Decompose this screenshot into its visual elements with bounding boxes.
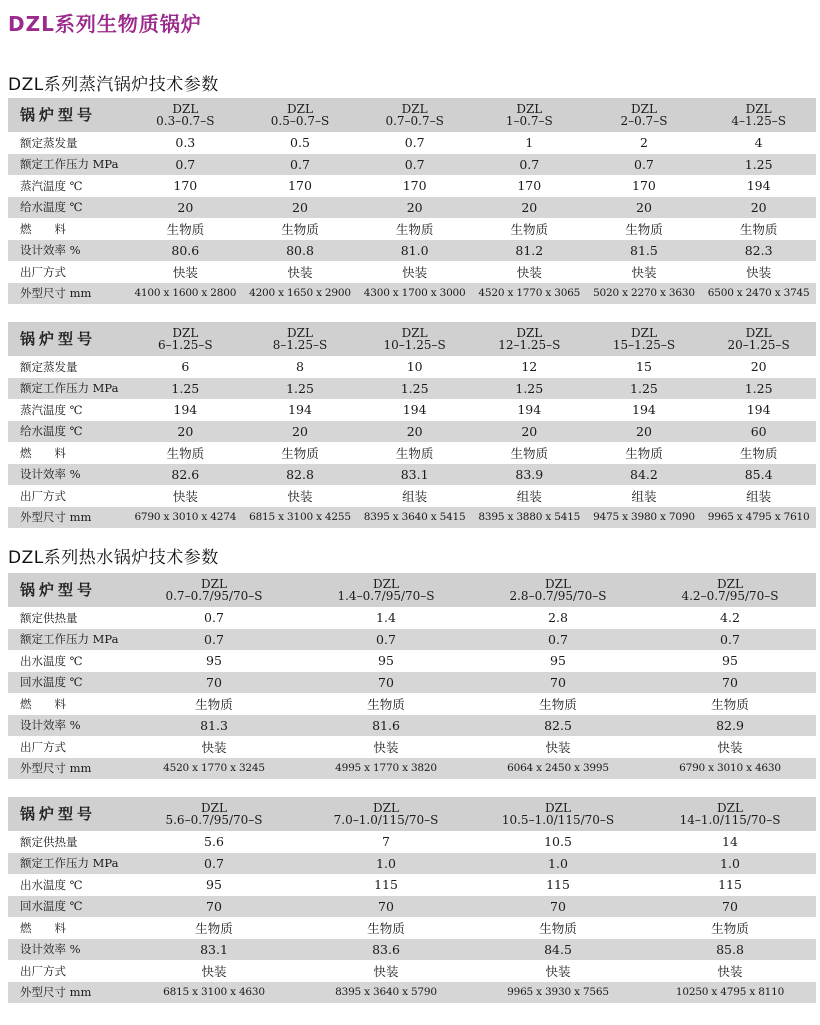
model-spec: 4–1.25–S bbox=[731, 114, 786, 128]
model-name bbox=[472, 322, 587, 356]
table-cell: 81.3 bbox=[128, 715, 300, 737]
table-cell: 81.6 bbox=[300, 715, 472, 737]
row-label: 外型尺寸 mm bbox=[8, 982, 128, 1004]
model-series: DZL bbox=[630, 326, 657, 340]
table-cell: 生物质 bbox=[195, 696, 233, 712]
table-cell: 85.4 bbox=[701, 464, 816, 486]
table-cell: 170 bbox=[517, 178, 542, 194]
steam-boiler-table-2 bbox=[8, 322, 816, 528]
table-cell: 2.8 bbox=[548, 610, 568, 626]
table-cell: 70 bbox=[472, 896, 644, 918]
table-row bbox=[8, 399, 816, 421]
table-cell: 0.7 bbox=[128, 629, 300, 651]
table-cell: 1.25 bbox=[243, 378, 358, 400]
model-series: DZL bbox=[745, 326, 772, 340]
table-row bbox=[8, 607, 816, 629]
table-cell: 81.2 bbox=[472, 240, 587, 262]
row-label: 燃 料 bbox=[20, 920, 66, 935]
table-cell: 0.7 bbox=[472, 629, 644, 651]
table-cell: 生物质 bbox=[166, 221, 205, 237]
table-cell: 6790 x 3010 x 4274 bbox=[128, 507, 243, 529]
table-cell: 170 bbox=[173, 178, 198, 194]
table-cell: 快装 bbox=[717, 739, 743, 755]
table-cell: 生物质 bbox=[510, 445, 549, 461]
table-cell: 20 bbox=[587, 197, 702, 219]
model-spec: 2–0.7–S bbox=[620, 114, 668, 128]
table-cell: 20 bbox=[128, 197, 243, 219]
table-row bbox=[8, 132, 816, 154]
table-cell: 0.3 bbox=[175, 135, 196, 151]
model-name bbox=[644, 573, 816, 607]
table-cell: 4300 x 1700 x 3000 bbox=[357, 283, 472, 305]
table-cell: 20 bbox=[243, 197, 358, 219]
section-title-hot-water: DZL系列热水锅炉技术参数 bbox=[8, 548, 219, 568]
table-row bbox=[8, 896, 816, 918]
table-row bbox=[8, 917, 816, 939]
table-cell: 194 bbox=[173, 402, 198, 418]
table-cell: 6815 x 3100 x 4255 bbox=[243, 507, 358, 529]
table-cell: 170 bbox=[402, 178, 427, 194]
model-series: DZL bbox=[201, 577, 227, 591]
table-cell: 9965 x 3930 x 7565 bbox=[472, 982, 644, 1004]
model-spec: 10–1.25–S bbox=[383, 338, 446, 352]
model-name bbox=[300, 573, 472, 607]
table-cell: 6 bbox=[181, 359, 190, 375]
model-header-row bbox=[8, 322, 816, 356]
model-name bbox=[644, 797, 816, 831]
table-cell: 170 bbox=[632, 178, 656, 194]
row-label: 出厂方式 bbox=[20, 264, 66, 279]
model-spec: 15–1.25–S bbox=[612, 338, 676, 352]
row-label: 外型尺寸 mm bbox=[8, 283, 128, 305]
row-label: 额定蒸发量 bbox=[20, 135, 78, 150]
table-row bbox=[8, 629, 816, 651]
model-series: DZL bbox=[401, 102, 428, 116]
table-cell: 194 bbox=[288, 402, 312, 418]
table-cell: 快装 bbox=[201, 963, 227, 979]
table-cell: 84.5 bbox=[472, 939, 644, 961]
model-spec: 5.6–0.7/95/70–S bbox=[165, 813, 263, 827]
table-cell: 194 bbox=[746, 402, 771, 418]
row-label: 额定工作压力 MPa bbox=[8, 378, 128, 400]
model-name bbox=[128, 797, 300, 831]
model-spec: 0.5–0.7–S bbox=[270, 114, 330, 128]
model-series: DZL bbox=[172, 102, 199, 116]
row-label: 出厂方式 bbox=[20, 963, 66, 978]
table-cell: 生物质 bbox=[625, 445, 663, 461]
table-cell: 生物质 bbox=[195, 920, 233, 936]
table-row bbox=[8, 982, 816, 1004]
model-series: DZL bbox=[373, 801, 399, 815]
table-cell: 20 bbox=[357, 197, 472, 219]
row-label: 回水温度 ℃ bbox=[8, 672, 128, 694]
row-label: 额定供热量 bbox=[20, 610, 78, 625]
model-series: DZL bbox=[287, 102, 313, 116]
model-name bbox=[472, 573, 644, 607]
table-cell: 0.5 bbox=[290, 135, 310, 151]
model-spec: 0.3–0.7–S bbox=[156, 114, 215, 128]
table-cell: 81.0 bbox=[357, 240, 472, 262]
row-label: 出厂方式 bbox=[20, 488, 66, 503]
table-cell: 1.0 bbox=[300, 853, 472, 875]
table-cell: 20 bbox=[701, 197, 816, 219]
row-label: 额定工作压力 MPa bbox=[8, 853, 128, 875]
table-cell: 95 bbox=[722, 653, 738, 669]
table-cell: 组装 bbox=[631, 488, 657, 504]
table-cell: 组装 bbox=[402, 488, 428, 504]
table-cell: 0.7 bbox=[644, 629, 816, 651]
table-cell: 70 bbox=[128, 672, 300, 694]
table-cell: 1.0 bbox=[644, 853, 816, 875]
model-name bbox=[587, 322, 702, 356]
table-cell: 82.6 bbox=[128, 464, 243, 486]
table-row bbox=[8, 507, 816, 529]
model-name bbox=[701, 98, 816, 132]
table-row bbox=[8, 960, 816, 982]
table-cell: 83.1 bbox=[357, 464, 472, 486]
row-label: 外型尺寸 mm bbox=[8, 758, 128, 780]
table-cell: 7 bbox=[382, 834, 390, 850]
model-name bbox=[128, 98, 243, 132]
table-cell: 84.2 bbox=[587, 464, 702, 486]
model-name bbox=[300, 797, 472, 831]
table-cell: 4995 x 1770 x 3820 bbox=[300, 758, 472, 780]
table-cell: 生物质 bbox=[395, 221, 434, 237]
table-cell: 生物质 bbox=[166, 445, 205, 461]
table-cell: 70 bbox=[300, 896, 472, 918]
hot-water-boiler-table-1 bbox=[8, 573, 816, 779]
table-cell: 生物质 bbox=[367, 696, 405, 712]
table-cell: 8395 x 3640 x 5415 bbox=[357, 507, 472, 529]
table-cell: 4200 x 1650 x 2900 bbox=[243, 283, 358, 305]
table-row bbox=[8, 758, 816, 780]
table-cell: 快装 bbox=[172, 264, 198, 280]
table-cell: 20 bbox=[587, 421, 702, 443]
model-series: DZL bbox=[516, 102, 543, 116]
header-label: 锅炉型号 bbox=[8, 322, 128, 356]
table-cell: 4520 x 1770 x 3245 bbox=[128, 758, 300, 780]
table-row bbox=[8, 736, 816, 758]
table-cell: 81.5 bbox=[587, 240, 702, 262]
model-name bbox=[357, 322, 472, 356]
table-cell: 生物质 bbox=[739, 221, 778, 237]
table-row bbox=[8, 693, 816, 715]
table-row bbox=[8, 240, 816, 262]
model-series: DZL bbox=[717, 801, 743, 815]
table-row bbox=[8, 442, 816, 464]
table-cell: 194 bbox=[517, 402, 542, 418]
model-series: DZL bbox=[401, 326, 428, 340]
table-cell: 83.9 bbox=[472, 464, 587, 486]
table-cell: 0.7 bbox=[587, 154, 702, 176]
row-label: 燃 料 bbox=[20, 221, 66, 236]
table-cell: 快装 bbox=[287, 264, 313, 280]
table-cell: 快装 bbox=[516, 264, 542, 280]
table-row bbox=[8, 650, 816, 672]
table-row bbox=[8, 672, 816, 694]
table-cell: 70 bbox=[300, 672, 472, 694]
table-cell: 0.7 bbox=[404, 135, 425, 151]
table-cell: 20 bbox=[750, 359, 767, 375]
model-series: DZL bbox=[516, 326, 543, 340]
model-spec: 14–1.0/115/70–S bbox=[679, 813, 781, 827]
model-spec: 0.7–0.7/95/70–S bbox=[165, 589, 263, 603]
table-cell: 9965 x 4795 x 7610 bbox=[701, 507, 816, 529]
row-label: 燃 料 bbox=[20, 696, 66, 711]
table-cell: 生物质 bbox=[367, 920, 405, 936]
row-label: 出水温度 ℃ bbox=[20, 653, 83, 668]
table-cell: 70 bbox=[644, 896, 816, 918]
model-header-row bbox=[8, 98, 816, 132]
row-label: 蒸汽温度 ℃ bbox=[20, 402, 83, 417]
table-cell: 生物质 bbox=[510, 221, 549, 237]
table-row bbox=[8, 421, 816, 443]
table-cell: 10 bbox=[406, 359, 423, 375]
table-cell: 15 bbox=[636, 359, 652, 375]
model-header-row bbox=[8, 797, 816, 831]
model-name bbox=[243, 98, 358, 132]
table-cell: 1.25 bbox=[357, 378, 472, 400]
table-cell: 4.2 bbox=[720, 610, 740, 626]
row-label: 出厂方式 bbox=[20, 739, 66, 754]
table-cell: 0.7 bbox=[472, 154, 587, 176]
table-cell: 生物质 bbox=[539, 696, 577, 712]
model-series: DZL bbox=[745, 102, 772, 116]
model-series: DZL bbox=[172, 326, 199, 340]
table-cell: 60 bbox=[701, 421, 816, 443]
table-cell: 80.8 bbox=[243, 240, 358, 262]
table-row bbox=[8, 485, 816, 507]
table-cell: 1.25 bbox=[587, 378, 702, 400]
model-header-row bbox=[8, 573, 816, 607]
table-cell: 0.7 bbox=[243, 154, 358, 176]
table-cell: 生物质 bbox=[711, 920, 749, 936]
table-row bbox=[8, 154, 816, 176]
table-row bbox=[8, 218, 816, 240]
model-name bbox=[128, 573, 300, 607]
table-cell: 20 bbox=[243, 421, 358, 443]
table-cell: 1.25 bbox=[128, 378, 243, 400]
model-name bbox=[243, 322, 358, 356]
model-spec: 7.0–1.0/115/70–S bbox=[333, 813, 439, 827]
model-series: DZL bbox=[545, 801, 571, 815]
table-cell: 83.1 bbox=[128, 939, 300, 961]
model-spec: 1.4–0.7/95/70–S bbox=[337, 589, 435, 603]
page-title: DZL系列生物质锅炉 bbox=[8, 12, 202, 36]
row-label: 回水温度 ℃ bbox=[8, 896, 128, 918]
table-row bbox=[8, 283, 816, 305]
model-series: DZL bbox=[287, 326, 313, 340]
table-cell: 20 bbox=[128, 421, 243, 443]
table-cell: 0.7 bbox=[128, 154, 243, 176]
table-cell: 82.3 bbox=[701, 240, 816, 262]
table-row bbox=[8, 715, 816, 737]
table-cell: 115 bbox=[374, 877, 398, 893]
model-spec: 20–1.25–S bbox=[727, 338, 790, 352]
table-cell: 生物质 bbox=[711, 696, 749, 712]
table-cell: 1.25 bbox=[472, 378, 587, 400]
table-cell: 70 bbox=[128, 896, 300, 918]
row-label: 设计效率 % bbox=[8, 939, 128, 961]
table-cell: 170 bbox=[288, 178, 312, 194]
steam-boiler-table-1 bbox=[8, 98, 816, 304]
table-cell: 生物质 bbox=[395, 445, 434, 461]
model-name bbox=[357, 98, 472, 132]
table-cell: 生物质 bbox=[539, 920, 577, 936]
table-cell: 0.7 bbox=[300, 629, 472, 651]
table-row bbox=[8, 831, 816, 853]
row-label: 额定供热量 bbox=[20, 834, 78, 849]
table-cell: 8395 x 3880 x 5415 bbox=[472, 507, 587, 529]
header-label: 锅炉型号 bbox=[8, 573, 128, 607]
table-cell: 生物质 bbox=[281, 221, 319, 237]
table-cell: 0.7 bbox=[357, 154, 472, 176]
model-spec: 12–1.25–S bbox=[498, 338, 561, 352]
row-label: 出水温度 ℃ bbox=[20, 877, 83, 892]
model-series: DZL bbox=[373, 577, 399, 591]
table-cell: 8395 x 3640 x 5790 bbox=[300, 982, 472, 1004]
table-cell: 4100 x 1600 x 2800 bbox=[128, 283, 243, 305]
table-row bbox=[8, 939, 816, 961]
table-cell: 8 bbox=[296, 359, 304, 375]
table-cell: 快装 bbox=[631, 264, 657, 280]
table-row bbox=[8, 261, 816, 283]
table-cell: 95 bbox=[378, 653, 394, 669]
table-cell: 4520 x 1770 x 3065 bbox=[472, 283, 587, 305]
table-cell: 快装 bbox=[545, 963, 571, 979]
table-cell: 10250 x 4795 x 8110 bbox=[644, 982, 816, 1004]
table-row bbox=[8, 175, 816, 197]
table-cell: 0.7 bbox=[128, 853, 300, 875]
table-cell: 95 bbox=[550, 653, 566, 669]
table-cell: 20 bbox=[357, 421, 472, 443]
row-label: 设计效率 % bbox=[8, 240, 128, 262]
table-row bbox=[8, 378, 816, 400]
table-cell: 115 bbox=[718, 877, 742, 893]
table-cell: 6815 x 3100 x 4630 bbox=[128, 982, 300, 1004]
table-cell: 快装 bbox=[402, 264, 428, 280]
section-title-steam: DZL系列蒸汽锅炉技术参数 bbox=[8, 75, 219, 95]
table-cell: 95 bbox=[206, 877, 222, 893]
table-cell: 1.0 bbox=[472, 853, 644, 875]
table-cell: 194 bbox=[402, 402, 427, 418]
table-cell: 生物质 bbox=[739, 445, 778, 461]
table-cell: 20 bbox=[472, 197, 587, 219]
table-cell: 5.6 bbox=[204, 834, 224, 850]
table-cell: 6064 x 2450 x 3995 bbox=[472, 758, 644, 780]
model-series: DZL bbox=[545, 577, 571, 591]
row-label: 额定工作压力 MPa bbox=[8, 629, 128, 651]
table-cell: 194 bbox=[746, 178, 771, 194]
model-spec: 6–1.25–S bbox=[158, 338, 213, 352]
table-cell: 1.25 bbox=[701, 154, 816, 176]
table-cell: 快装 bbox=[287, 488, 313, 504]
table-cell: 6790 x 3010 x 4630 bbox=[644, 758, 816, 780]
row-label: 外型尺寸 mm bbox=[8, 507, 128, 529]
model-name bbox=[128, 322, 243, 356]
table-cell: 83.6 bbox=[300, 939, 472, 961]
model-spec: 1–0.7–S bbox=[505, 114, 553, 128]
model-name bbox=[587, 98, 702, 132]
model-spec: 2.8–0.7/95/70–S bbox=[509, 589, 607, 603]
model-spec: 4.2–0.7/95/70–S bbox=[681, 589, 779, 603]
table-cell: 1 bbox=[525, 135, 534, 151]
table-cell: 82.8 bbox=[243, 464, 358, 486]
row-label: 额定工作压力 MPa bbox=[8, 154, 128, 176]
table-cell: 82.5 bbox=[472, 715, 644, 737]
header-label: 锅炉型号 bbox=[8, 797, 128, 831]
table-cell: 14 bbox=[722, 834, 738, 850]
table-cell: 2 bbox=[639, 135, 648, 151]
table-cell: 快装 bbox=[717, 963, 743, 979]
model-series: DZL bbox=[201, 801, 227, 815]
table-cell: 快装 bbox=[373, 963, 399, 979]
model-name bbox=[701, 322, 816, 356]
table-cell: 9475 x 3980 x 7090 bbox=[587, 507, 702, 529]
table-cell: 组装 bbox=[746, 488, 772, 504]
table-row bbox=[8, 874, 816, 896]
table-cell: 0.7 bbox=[204, 610, 224, 626]
table-cell: 70 bbox=[472, 672, 644, 694]
table-cell: 1.25 bbox=[701, 378, 816, 400]
table-cell: 82.9 bbox=[644, 715, 816, 737]
table-cell: 1.4 bbox=[376, 610, 396, 626]
model-name bbox=[472, 797, 644, 831]
table-cell: 组装 bbox=[516, 488, 542, 504]
row-label: 给水温度 ℃ bbox=[8, 197, 128, 219]
table-cell: 80.6 bbox=[128, 240, 243, 262]
row-label: 燃 料 bbox=[20, 445, 66, 460]
table-row bbox=[8, 197, 816, 219]
model-spec: 8–1.25–S bbox=[272, 338, 328, 352]
table-cell: 快装 bbox=[373, 739, 399, 755]
table-cell: 95 bbox=[206, 653, 222, 669]
model-spec: 10.5–1.0/115/70–S bbox=[501, 813, 615, 827]
table-row bbox=[8, 853, 816, 875]
header-label: 锅炉型号 bbox=[8, 98, 128, 132]
table-row bbox=[8, 356, 816, 378]
model-name bbox=[472, 98, 587, 132]
table-cell: 10.5 bbox=[544, 834, 572, 850]
table-cell: 4 bbox=[754, 135, 763, 151]
table-cell: 12 bbox=[521, 359, 538, 375]
table-row bbox=[8, 464, 816, 486]
row-label: 设计效率 % bbox=[8, 464, 128, 486]
model-series: DZL bbox=[717, 577, 743, 591]
table-cell: 70 bbox=[644, 672, 816, 694]
row-label: 设计效率 % bbox=[8, 715, 128, 737]
model-series: DZL bbox=[630, 102, 657, 116]
table-cell: 生物质 bbox=[625, 221, 663, 237]
table-cell: 6500 x 2470 x 3745 bbox=[701, 283, 816, 305]
table-cell: 快装 bbox=[545, 739, 571, 755]
row-label: 额定蒸发量 bbox=[20, 359, 78, 374]
model-spec: 0.7–0.7–S bbox=[385, 114, 444, 128]
table-cell: 快装 bbox=[172, 488, 198, 504]
row-label: 给水温度 ℃ bbox=[8, 421, 128, 443]
table-cell: 20 bbox=[472, 421, 587, 443]
table-cell: 5020 x 2270 x 3630 bbox=[587, 283, 702, 305]
table-cell: 115 bbox=[546, 877, 570, 893]
table-cell: 生物质 bbox=[281, 445, 319, 461]
table-cell: 194 bbox=[632, 402, 656, 418]
table-cell: 85.8 bbox=[644, 939, 816, 961]
table-cell: 快装 bbox=[201, 739, 227, 755]
hot-water-boiler-table-2 bbox=[8, 797, 816, 1003]
row-label: 蒸汽温度 ℃ bbox=[20, 178, 83, 193]
table-cell: 快装 bbox=[746, 264, 772, 280]
